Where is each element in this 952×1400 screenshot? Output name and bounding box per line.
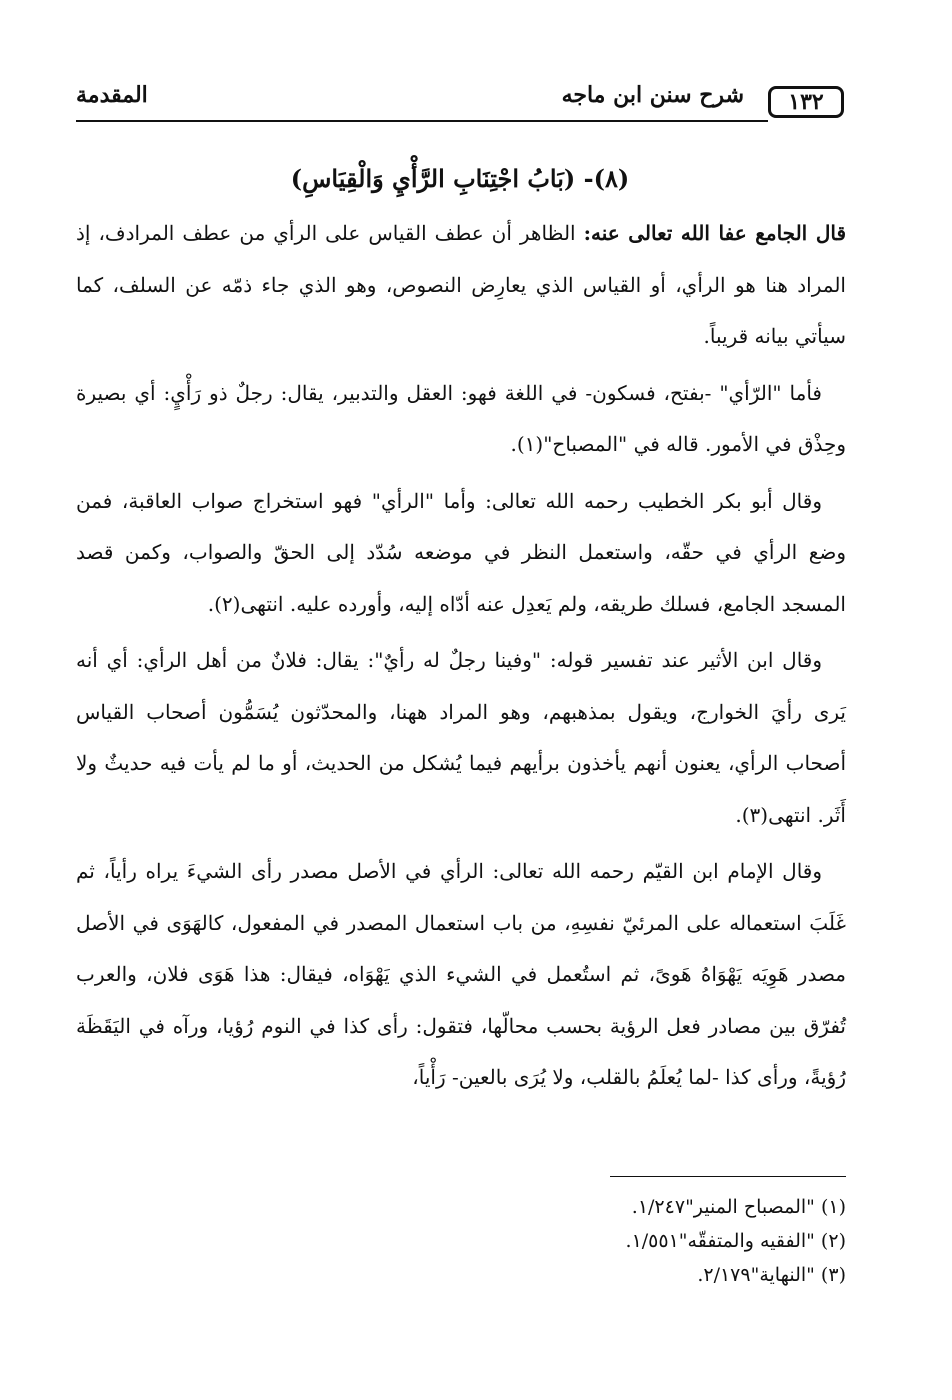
paragraph [76, 846, 846, 1104]
header-rule [76, 120, 768, 122]
body-text [76, 208, 846, 1109]
paragraph [76, 635, 846, 841]
paragraph-text: وقال الإمام ابن القيّم رحمه الله تعالى: الرأي في الأصل مصدر رأى الشيءَ يراه رأياً، ثم غَلَبَ استعماله على المرئيّ نفسِهِ، من باب استعمال المصدر في المفعول، كالهَوَى في الأصل مصدر هَوِيَه يَهْوَاهُ هَوىً، ثم استُعمل في الشيء الذي يَهْوَاه، فيقال: هذا هَوَى فلان، والعرب تُفرّق بين مصادر فعل الرؤية بحسب محالّها، فتقول: رأى كذا في النوم رُؤيا، ورآه في اليَقَظَة رُؤيةً، ورأى كذا -لما يُعلَمُ بالقلب، ولا يُرَى بالعين- رَأْياً، [76, 859, 846, 1089]
paragraph-text: وقال ابن الأثير عند تفسير قوله: "وفينا رجلٌ له رأيٌ": يقال: فلانٌ من أهل الرأي: أي أنه يَرى رأيَ الخوارج، ويقول بمذهبهم، وهو المراد ههنا، والمحدّثون يُسَمُّون أصحاب القياس أصحاب الرأي، يعنون أنهم يأخذون برأيهم فيما يُشكل من الحديث، أو ما لم يأت فيه حديثٌ ولا أَثَر. انتهى(٣). [76, 648, 847, 827]
paragraph [76, 208, 846, 363]
footnote-rule [610, 1176, 846, 1177]
section-name: المقدمة [76, 82, 148, 108]
paragraph-text: وقال أبو بكر الخطيب رحمه الله تعالى: وأما "الرأي" فهو استخراج صواب العاقبة، فمن وضع الرأي في حقّه، واستعمل النظر في موضعه سُدّد إلى الحقّ والصواب، وكمن قصد المسجد الجامع، فسلك طريقه، ولم يَعدِل عنه أدّاه إليه، وأورده عليه. انتهى(٢). [76, 488, 846, 616]
chapter-title: (٨)- (بَابُ اجْتِنَابِ الرَّأْيِ وَالْقِيَاسِ) [290, 164, 630, 193]
paragraph [76, 476, 846, 631]
footnote: (١) "المصباح المنير"١/٢٤٧. [631, 1196, 846, 1218]
paragraph-lead: قال الجامع عفا الله تعالى عنه: [583, 221, 846, 245]
paragraph [76, 368, 846, 471]
running-head [76, 82, 844, 128]
footnote: (٣) "النهاية"٢/١٧٩. [697, 1264, 846, 1286]
footnote: (٢) "الفقيه والمتفقّه"١/٥٥١. [625, 1230, 846, 1252]
footnotes [246, 1190, 846, 1292]
book-title: شرح سنن ابن ماجه [561, 82, 744, 108]
paragraph-text: الظاهر أن عطف القياس على الرأي من عطف المرادف، إذ المراد هنا هو الرأي، أو القياس الذي يعارِض النصوص، وهو الذي جاء ذمّه عن السلف، كما سيأتي بيانه قريباً. [76, 221, 846, 348]
page-number: ١٣٢ [768, 86, 844, 118]
paragraph-text: فأما "الرّأي" -بفتح، فسكون- في اللغة فهو: العقل والتدبير، يقال: رجلٌ ذو رَأْيٍ: أي بصيرة وحِذْق في الأمور. قاله في "المصباح"(١). [76, 380, 846, 456]
